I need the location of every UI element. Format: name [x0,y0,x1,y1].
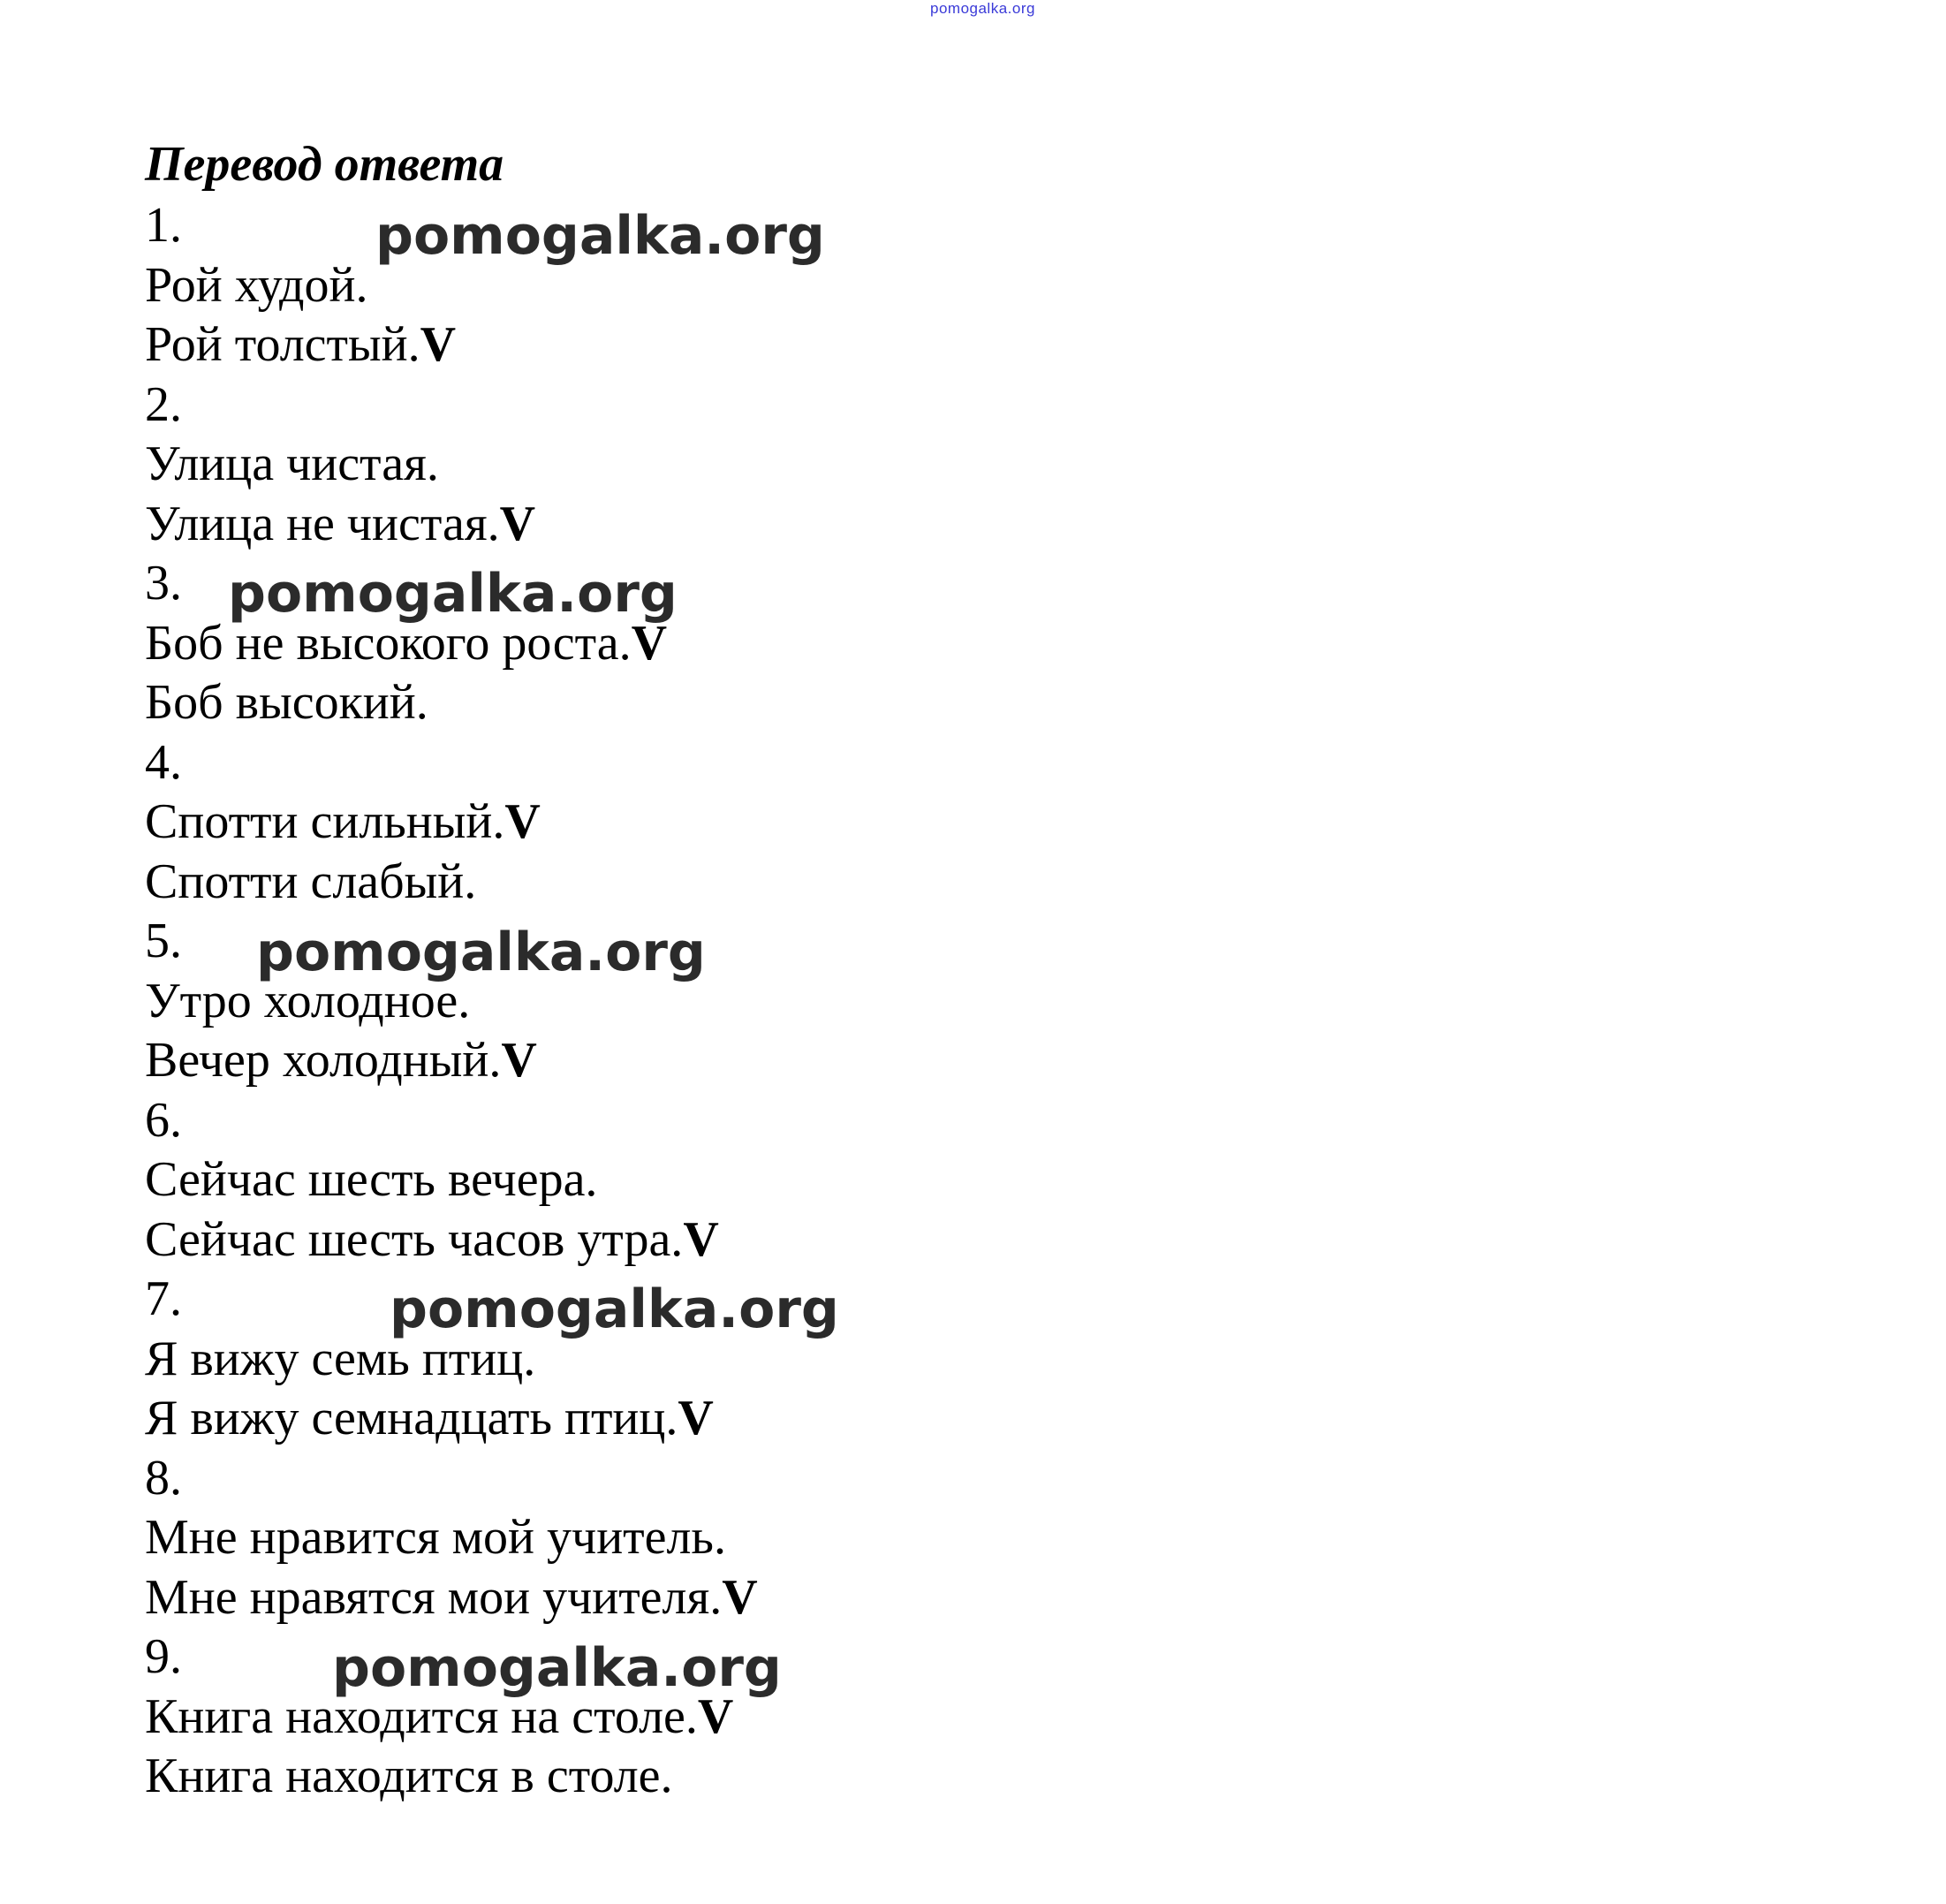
check-mark: V [420,317,457,372]
answer-option: Боб высокий. [145,675,428,730]
answer-option: Мне нравятся мои учителя.V [145,1569,758,1625]
item-number: 3. [145,556,182,611]
answer-option: Спотти слабый. [145,853,477,909]
watermark: pomogalka.org [256,922,706,983]
check-mark: V [504,794,541,849]
watermark: pomogalka.org [390,1278,839,1340]
item-number: 6. [145,1092,182,1148]
check-mark: V [499,496,536,551]
watermark: pomogalka.org [228,563,678,625]
check-mark: V [631,615,668,671]
check-mark: V [678,1391,714,1445]
item-number: 8. [145,1450,182,1506]
answer-option: Я вижу семнадцать птиц.V [145,1391,714,1445]
answer-option: Я вижу семь птиц. [145,1331,536,1386]
answer-option: Книга находится на столе.V [145,1688,734,1744]
answer-option: Боб не высокого роста.V [145,615,668,671]
answer-option: Утро холодное. [145,973,471,1028]
item-number: 2. [145,376,182,432]
check-mark: V [683,1211,719,1267]
check-mark: V [697,1688,734,1744]
check-mark: V [722,1569,758,1625]
watermark: pomogalka.org [332,1637,782,1699]
item-number: 1. [145,198,182,253]
answer-option: Книга находится в столе. [145,1748,673,1803]
page-title: Перевод ответа [145,137,504,192]
check-mark: V [501,1033,537,1088]
site-link[interactable]: pomogalka.org [930,0,1035,17]
watermark: pomogalka.org [375,205,825,267]
answer-option: Вечер холодный.V [145,1033,537,1088]
answer-option: Спотти сильный.V [145,794,541,849]
answer-option: Рой худой. [145,257,368,313]
answer-option: Сейчас шесть вечера. [145,1152,598,1207]
item-number: 7. [145,1271,182,1326]
item-number: 9. [145,1629,182,1684]
answer-option: Рой толстый.V [145,317,457,372]
answer-option: Мне нравится мой учитель. [145,1510,726,1565]
answer-option: Улица не чистая.V [145,496,536,551]
answer-option: Сейчас шесть часов утра.V [145,1211,719,1267]
item-number: 5. [145,914,182,968]
item-number: 4. [145,734,182,790]
answer-option: Улица чистая. [145,436,439,491]
